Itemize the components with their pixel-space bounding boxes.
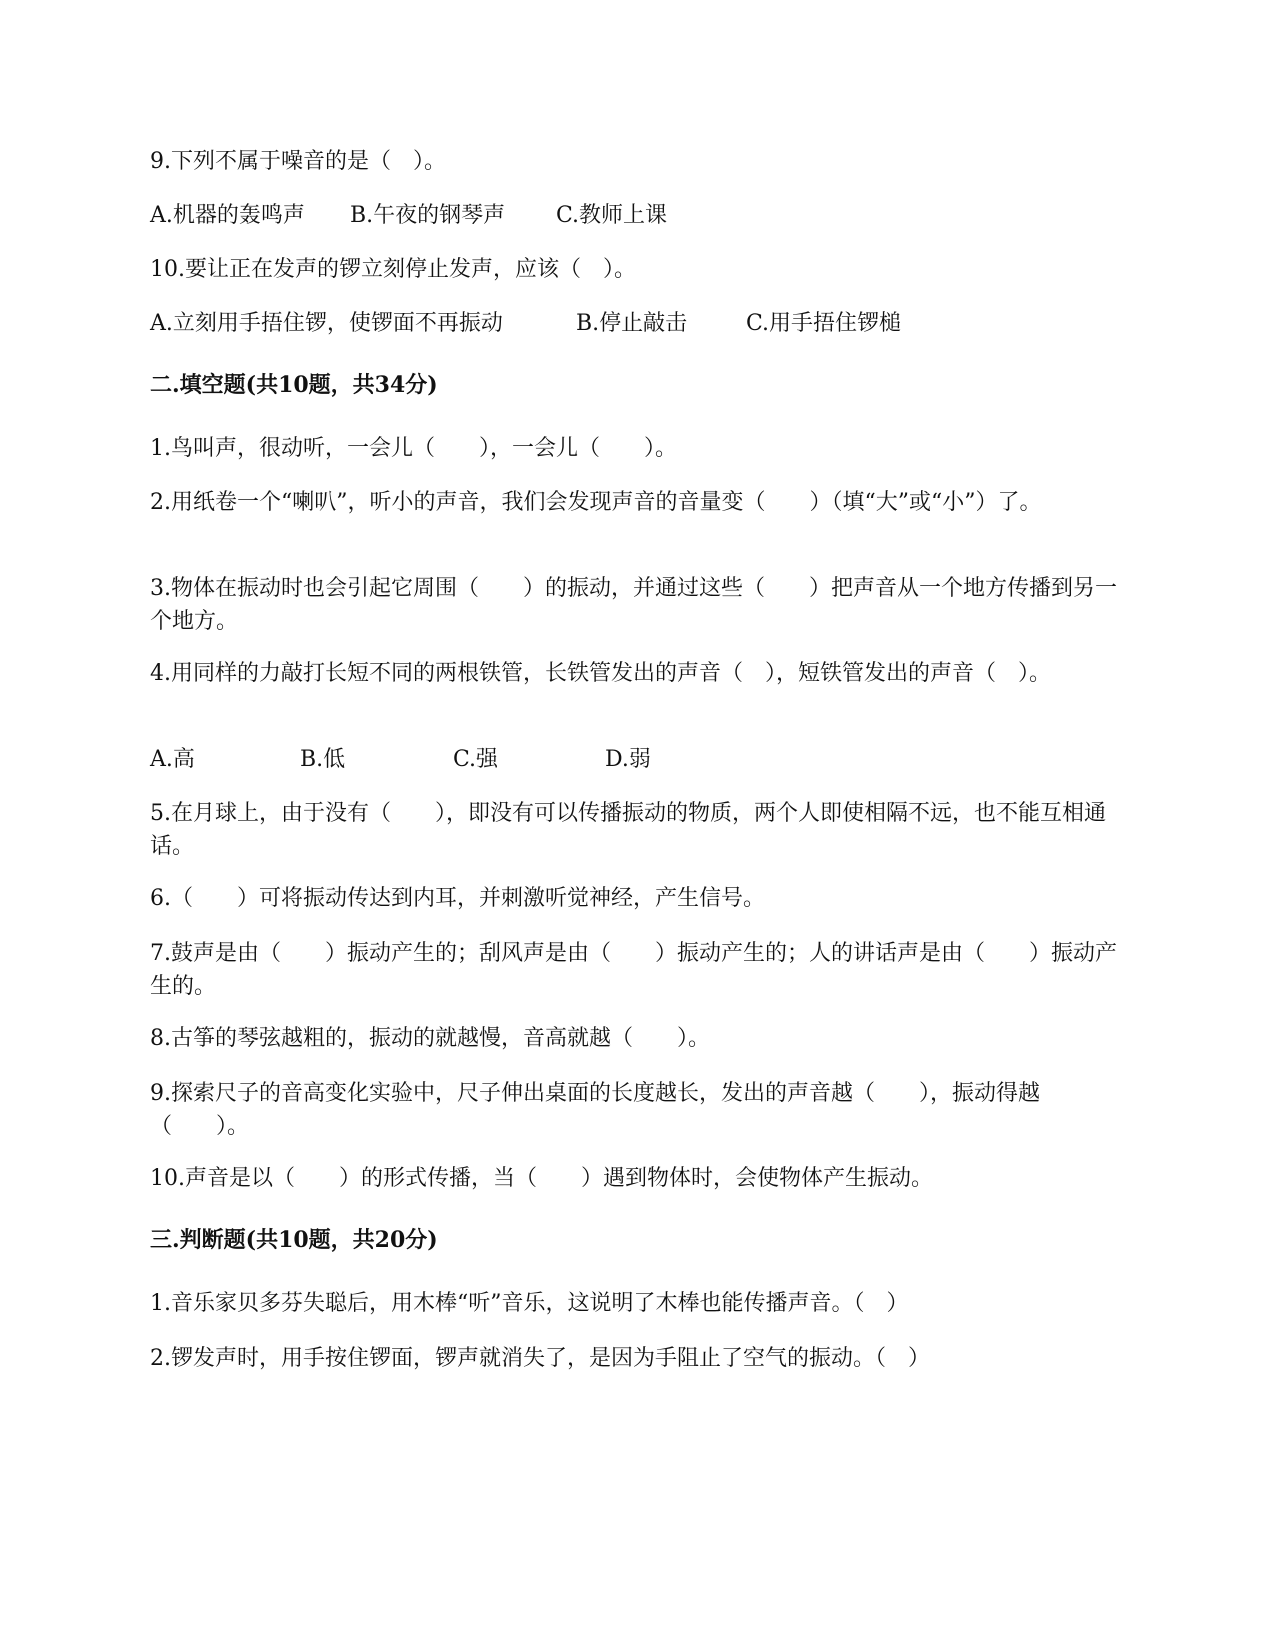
fill-question-4-options <box>150 743 1125 776</box>
section-judge-title: 三.判断题(共10题，共20分) <box>150 1227 438 1253</box>
fill-question-7: 7.鼓声是由（ ）振动产生的；刮风声是由（ ）振动产生的；人的讲话声是由（ ）振动产生的。 <box>150 941 1117 999</box>
mc-question-9-options <box>150 199 1125 232</box>
option-a: A.高 <box>150 747 195 772</box>
fill-question-2: 2.用纸卷一个“喇叭”，听小的声音，我们会发现声音的音量变（ ）（填“大”或“小”）了。 <box>150 490 1042 515</box>
fill-question-4: 4.用同样的力敲打长短不同的两根铁管，长铁管发出的声音（ ），短铁管发出的声音（ ）。 <box>150 661 1051 686</box>
fill-question-10: 10.声音是以（ ）的形式传播，当（ ）遇到物体时，会使物体产生振动。 <box>150 1166 933 1191</box>
judge-question-1: 1.音乐家贝多芬失聪后，用木棒“听”音乐，这说明了木棒也能传播声音。（ ） <box>150 1291 909 1316</box>
option-c: C.教师上课 <box>556 203 668 228</box>
option-c: C.强 <box>453 747 499 772</box>
fill-question-1: 1.鸟叫声，很动听，一会儿（ ），一会儿（ ）。 <box>150 436 677 461</box>
mc-question-10: 10.要让正在发声的锣立刻停止发声，应该（ ）。 <box>150 257 636 282</box>
fill-question-9: 9.探索尺子的音高变化实验中，尺子伸出桌面的长度越长，发出的声音越（ ），振动得越（ ）。 <box>150 1081 1040 1139</box>
option-a: A.机器的轰鸣声 <box>150 203 305 228</box>
option-b: B.午夜的钢琴声 <box>350 203 506 228</box>
option-b: B.停止敲击 <box>576 311 688 336</box>
option-c: C.用手捂住锣槌 <box>746 311 902 336</box>
fill-question-8: 8.古筝的琴弦越粗的，振动的就越慢，音高就越（ ）。 <box>150 1026 710 1051</box>
fill-question-3: 3.物体在振动时也会引起它周围（ ）的振动，并通过这些（ ）把声音从一个地方传播到另一个地方。 <box>150 576 1117 634</box>
fill-question-5: 5.在月球上，由于没有（ ），即没有可以传播振动的物质，两个人即使相隔不远，也不能互相通话。 <box>150 801 1106 859</box>
mc-question-9: 9.下列不属于噪音的是（ ）。 <box>150 149 446 174</box>
fill-question-6: 6.（ ）可将振动传达到内耳，并刺激听觉神经，产生信号。 <box>150 886 765 911</box>
mc-question-10-options <box>150 307 1125 340</box>
option-a: A.立刻用手捂住锣，使锣面不再振动 <box>150 311 503 336</box>
section-fill-title: 二.填空题(共10题，共34分) <box>150 372 438 398</box>
judge-question-2: 2.锣发声时，用手按住锣面，锣声就消失了，是因为手阻止了空气的振动。（ ） <box>150 1346 930 1371</box>
option-d: D.弱 <box>605 747 651 772</box>
option-b: B.低 <box>300 747 346 772</box>
